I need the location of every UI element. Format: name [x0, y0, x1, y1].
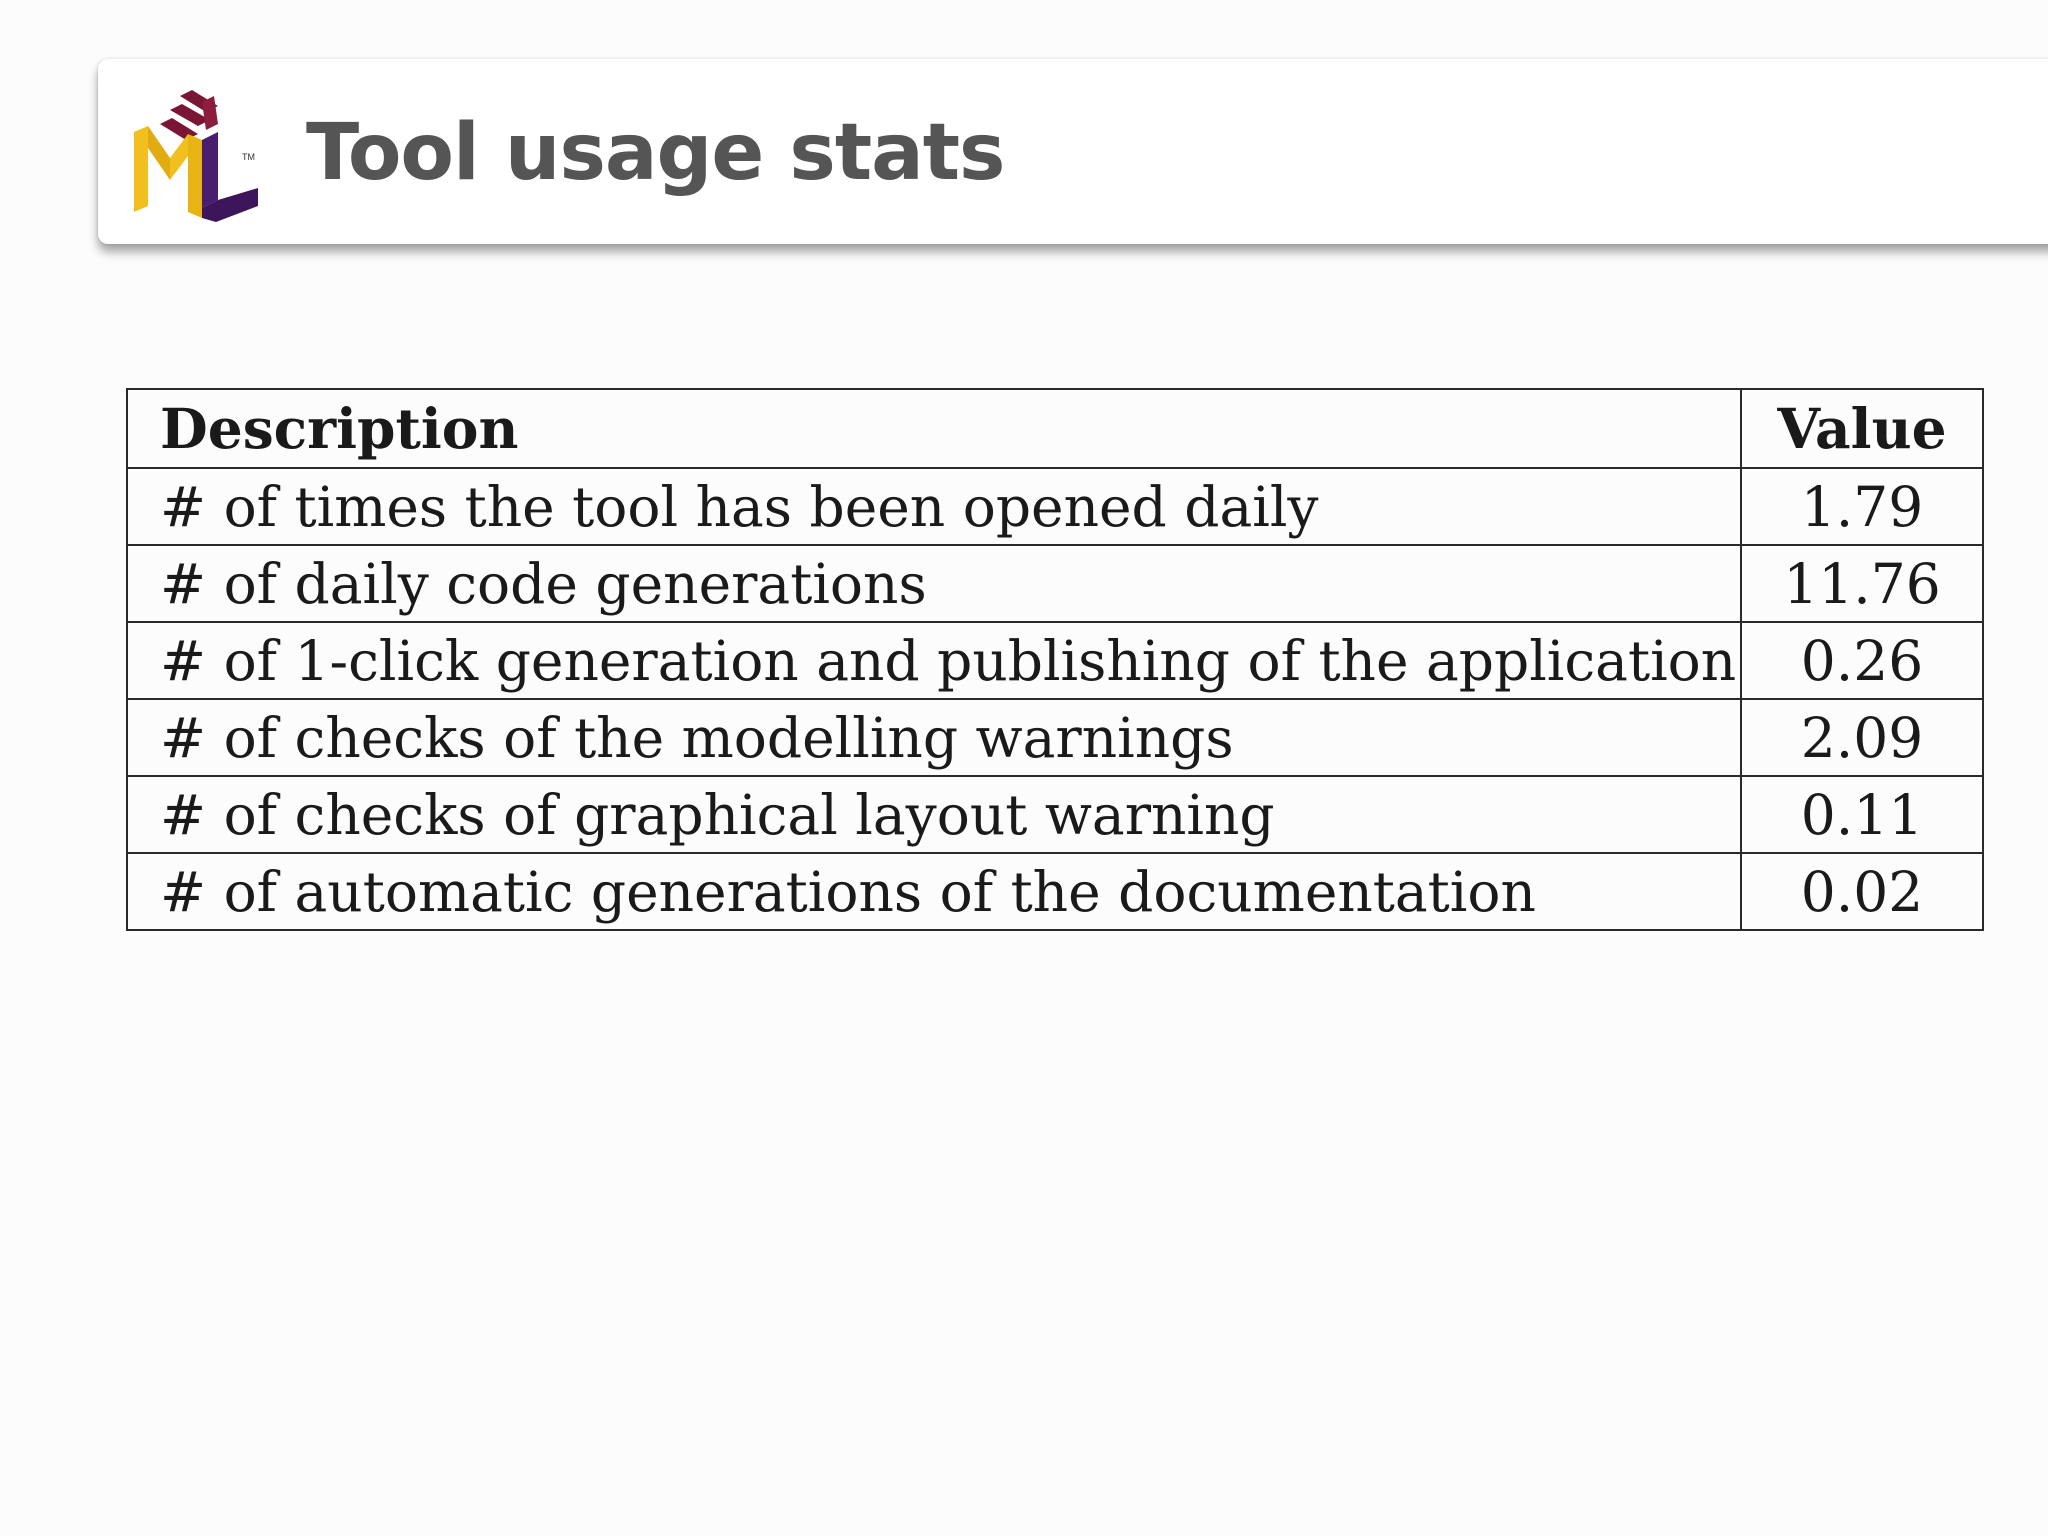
table-header-row [127, 389, 1983, 468]
row-value: 0.02 [1741, 853, 1983, 930]
row-description: # of times the tool has been opened daily [127, 468, 1741, 545]
logo-trademark-mark: TM [242, 152, 255, 162]
table-row [127, 468, 1983, 545]
ifml-logo-icon [130, 88, 264, 222]
value-column-header: Value [1741, 389, 1983, 468]
table-row [127, 853, 1983, 930]
row-value: 11.76 [1741, 545, 1983, 622]
table-row [127, 776, 1983, 853]
row-description: # of checks of the modelling warnings [127, 699, 1741, 776]
table-row [127, 699, 1983, 776]
row-description: # of daily code generations [127, 545, 1741, 622]
row-description: # of 1-click generation and publishing of the application [127, 622, 1741, 699]
row-description: # of automatic generations of the documentation [127, 853, 1741, 930]
row-description: # of checks of graphical layout warning [127, 776, 1741, 853]
row-value: 0.26 [1741, 622, 1983, 699]
table-row [127, 545, 1983, 622]
slide-title: Tool usage stats [306, 108, 1005, 198]
table-row [127, 622, 1983, 699]
description-column-header: Description [127, 389, 1741, 468]
usage-stats-table [126, 388, 1984, 931]
row-value: 0.11 [1741, 776, 1983, 853]
row-value: 2.09 [1741, 699, 1983, 776]
row-value: 1.79 [1741, 468, 1983, 545]
